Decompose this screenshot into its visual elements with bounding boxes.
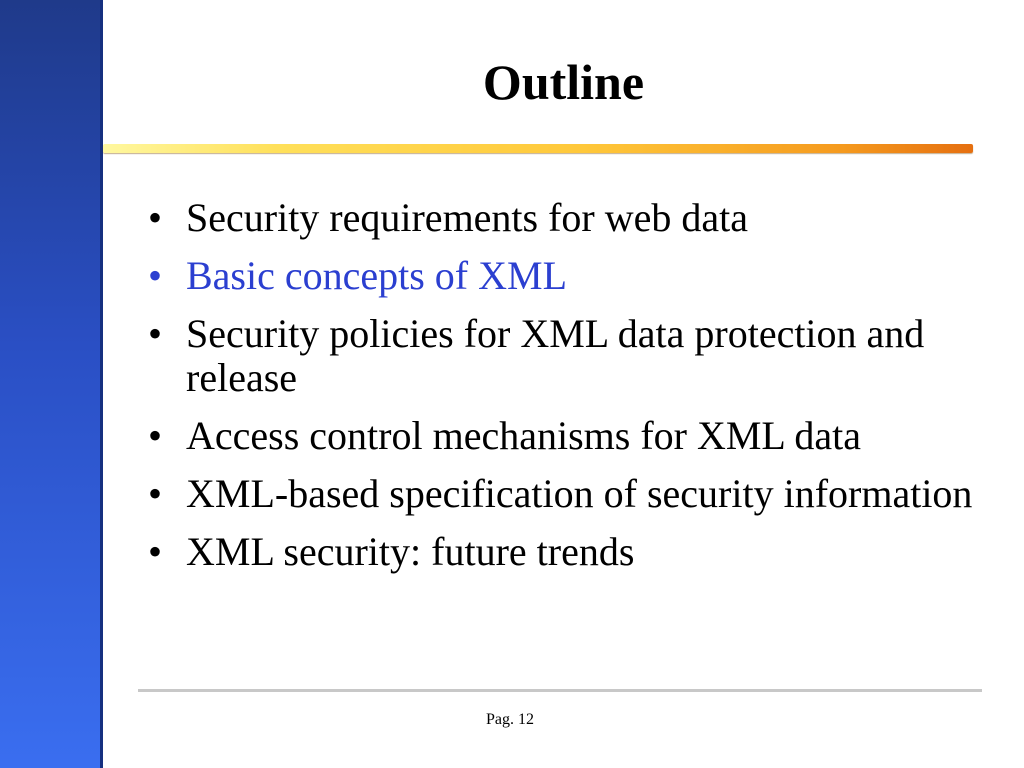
bullet-dot-icon: • [147, 311, 162, 356]
bullet-dot-icon: • [147, 195, 162, 240]
bullet-item [140, 196, 1000, 240]
bullet-text: Access control mechanisms for XML data [186, 413, 861, 458]
bullet-item [140, 312, 1000, 400]
bullet-text: XML-based specification of security information [186, 471, 973, 516]
slide-title: Outline [482, 54, 645, 110]
title-underline [103, 144, 973, 153]
side-bar [0, 0, 103, 768]
page-number: Pag. 12 [486, 711, 534, 728]
bullet-item-highlighted [140, 254, 1000, 298]
bullet-item [140, 414, 1000, 458]
bullet-text: Security requirements for web data [186, 195, 749, 240]
bullet-item [140, 530, 1000, 574]
side-bar-edge [100, 0, 103, 768]
bullet-text: Basic concepts of XML [186, 253, 568, 298]
bullet-text: Security policies for XML data protection and release [186, 311, 925, 400]
bullet-dot-icon: • [147, 253, 162, 298]
bullet-text: XML security: future trends [186, 529, 635, 574]
footer-divider [138, 689, 982, 692]
bullet-dot-icon: • [147, 529, 162, 574]
bullet-list [140, 196, 1000, 588]
bullet-dot-icon: • [147, 413, 162, 458]
bullet-dot-icon: • [147, 471, 162, 516]
bullet-item [140, 472, 1000, 516]
